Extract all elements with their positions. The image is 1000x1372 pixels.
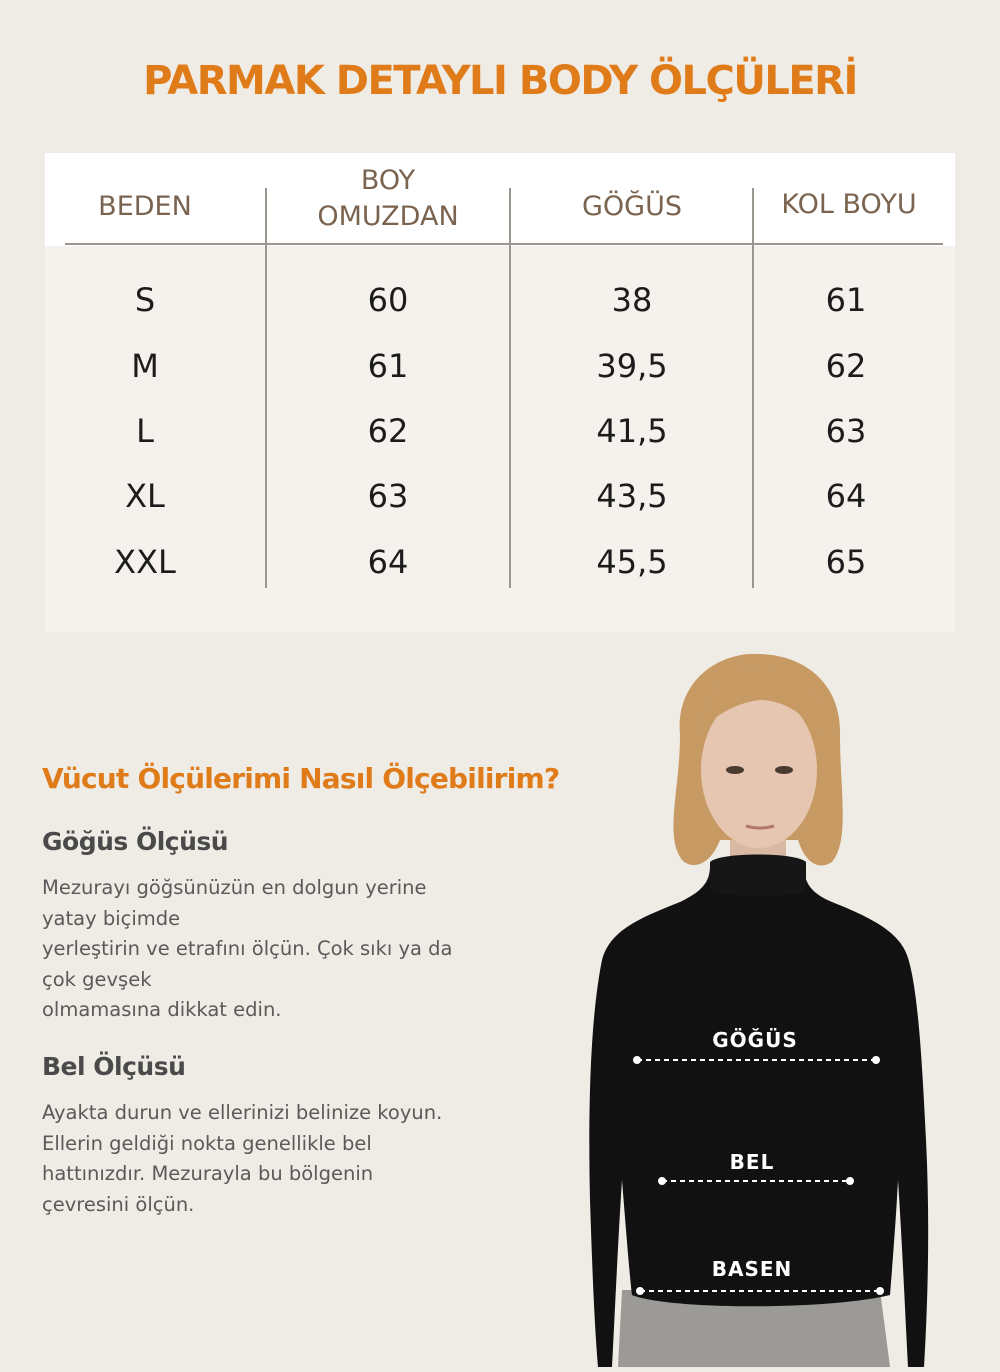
hip-measure-dot (876, 1287, 884, 1295)
text-line: çevresini ölçün. (42, 1192, 195, 1216)
text-line: Ayakta durun ve ellerinizi belinize koyun. (42, 1101, 443, 1124)
cell-kol: 64 (825, 477, 867, 515)
cell-boy: 64 (367, 543, 409, 581)
right-eye (775, 766, 793, 774)
header-boy (267, 163, 509, 235)
header-boy-line2: OMUZDAN (317, 201, 459, 232)
header-kol-boyu: KOL BOYU (781, 189, 917, 220)
waist-measure-dot (658, 1177, 666, 1185)
cell-kol: 61 (825, 281, 867, 319)
chest-section-title: Göğüs Ölçüsü (42, 827, 229, 856)
text-line: Mezurayı göğsünüzün en dolgun yerine (42, 876, 427, 899)
column-divider (752, 188, 754, 588)
cell-gogus: 43,5 (596, 477, 668, 515)
text-line: olmamasına dikkat edin. (42, 998, 282, 1021)
hip-label: BASEN (711, 1257, 793, 1281)
collar-shape (710, 855, 806, 897)
text-line: hattınızdır. Mezurayla bu bölgenin (42, 1162, 374, 1185)
size-table (45, 153, 955, 632)
text-line: çok gevşek (42, 967, 152, 991)
cell-kol: 62 (825, 347, 867, 385)
cell-kol: 63 (825, 412, 867, 450)
cell-size: L (136, 412, 154, 450)
column-divider (509, 188, 511, 588)
cell-gogus: 38 (611, 281, 653, 319)
cell-boy: 63 (367, 477, 409, 515)
header-beden: BEDEN (98, 191, 192, 222)
column-divider (265, 188, 267, 588)
hip-measure-dot (636, 1287, 644, 1295)
cell-gogus: 45,5 (596, 543, 668, 581)
cell-gogus: 39,5 (596, 347, 668, 385)
waist-label: BEL (729, 1150, 775, 1174)
chest-measure-dot (872, 1056, 880, 1064)
header-boy-line1: BOY (360, 165, 416, 196)
cell-boy: 60 (367, 281, 409, 319)
cell-kol: 65 (825, 543, 867, 581)
cell-size: XL (125, 477, 165, 515)
cell-gogus: 41,5 (596, 412, 668, 450)
page-title: PARMAK DETAYLI BODY ÖLÇÜLERİ (143, 58, 857, 104)
cell-size: XXL (114, 543, 176, 581)
text-line: yerleştirin ve etrafını ölçün. Çok sıkı ya da (42, 937, 453, 960)
waist-section-title: Bel Ölçüsü (42, 1052, 186, 1081)
left-eye (726, 766, 744, 774)
model-figure (560, 640, 1000, 1367)
text-line: yatay biçimde (42, 906, 181, 930)
chest-measure-dot (633, 1056, 641, 1064)
header-gogus: GÖĞÜS (582, 191, 682, 222)
cell-size: M (131, 347, 159, 385)
cell-size: S (134, 281, 156, 319)
cell-boy: 61 (367, 347, 409, 385)
waist-measure-dot (846, 1177, 854, 1185)
text-line: Ellerin geldiği nokta genellikle bel (42, 1131, 372, 1155)
chest-label: GÖĞÜS (712, 1028, 798, 1052)
header-divider (65, 243, 943, 245)
guide-heading: Vücut Ölçülerimi Nasıl Ölçebilirim? (42, 762, 560, 795)
cell-boy: 62 (367, 412, 409, 450)
chest-section-text (42, 873, 522, 1026)
waist-section-text (42, 1098, 522, 1220)
